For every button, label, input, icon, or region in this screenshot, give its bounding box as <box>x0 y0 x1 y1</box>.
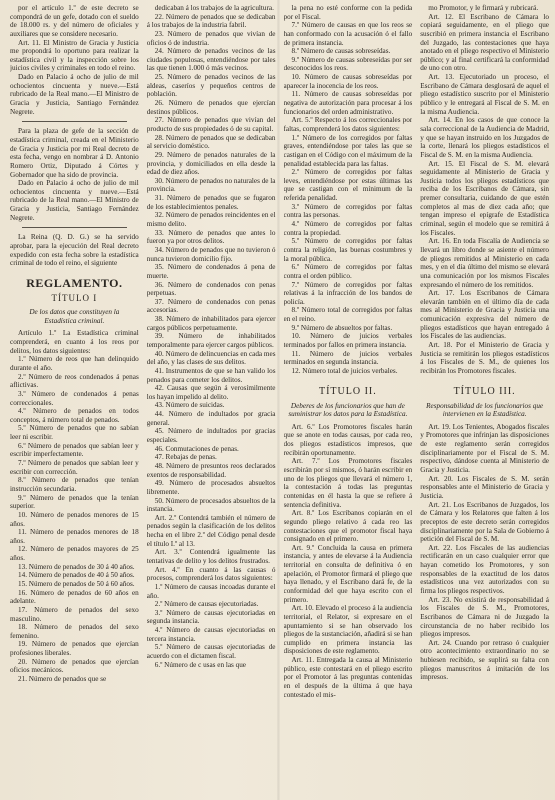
list-paragraph: 6.º Número de corregidos por faltas contra el orden público. <box>283 263 413 280</box>
list-paragraph: 29. Número de penados naturales de la provincia, y domiciliados en ella desde la edad de diez años. <box>146 150 276 177</box>
list-paragraph: Art. 21. Los Escribanos de Juzgados, los de Cámara y los Relatores que falten á los preceptos de este decreto serán corregidos disciplinariamente por la Sala de Gobierno á petición del Fiscal de S. M. <box>420 500 549 544</box>
list-paragraph: 16. Número de penados de 60 años en adelante. <box>10 588 139 606</box>
list-paragraph: 8.º Número de penados que tenían instrucción secundaria. <box>10 476 139 493</box>
list-paragraph: 20. Número de penados que ejercían oficios mecánicos. <box>10 657 139 675</box>
list-paragraph: 30. Número de penados no naturales de la provincia. <box>146 176 276 194</box>
list-paragraph: 11. Número de causas sobreseídas por negativa de autorización para procesar á los funcionarios del orden administrativo. <box>283 90 413 116</box>
separator-rule <box>22 121 127 122</box>
list-paragraph: 1.º Número de los corregidos por faltas graves, entendiéndose por tales las que se castigan en el Código con el máximum de la penalidad establecida para las faltas. <box>283 133 413 168</box>
list-paragraph: Art. 12. El Escribano de Cámara lo copiará seguidamente, en el pliego que suscribió en primera instancia el Escribano del Juzgado, las contestaciones que haya anotado en el pliego respectivo el Ministerio público; y al final certificará la conformidad de uno con otro. <box>420 12 549 73</box>
list-paragraph: 7.º Número de corregidos por faltas relativas á la infracción de los bandos de policía. <box>283 280 413 306</box>
list-paragraph: 8.º Número total de corregidos por faltas en el reino. <box>283 306 413 324</box>
list-paragraph: 37. Número de condenados con penas accesorias. <box>146 297 276 315</box>
list-paragraph: 34. Número de penados que no tuvieron ó nunca tuvieron domicilio fijo. <box>146 245 276 263</box>
list-paragraph: 18. Número de penados del sexo femenino. <box>10 623 139 640</box>
titulo-2-heading: TÍTULO II. <box>318 385 377 397</box>
list-paragraph: 25. Número de penados vecinos de las aldeas, caseríos y pequeños centros de población. <box>146 73 276 99</box>
column-1 <box>10 4 139 796</box>
paragraph: por el artículo 1.º de este decreto se compondrá de un gefe, dotado con el sueldo de 18.000 rs. y del número de oficiales y auxiliares que se considere necesario. <box>10 4 139 38</box>
list-paragraph: Art. 11. Entregada la causa al Ministerio público, este contestará en el pliego escrito por el Promotor á las preguntas contenidas en el después de la última á que haya contestado el mis- <box>283 656 413 699</box>
list-paragraph: Art. 19. Los Tenientes, Abogados fiscales y Promotores que infrinjan las disposiciones de este reglamento serán corregidos disciplinariamente por el Fiscal de S. M. respectivo, dándose cuenta al Ministerio de Gracia y Justicia. <box>420 422 549 475</box>
titulo-1-heading: TÍTULO I <box>51 293 98 304</box>
list-paragraph: 5.º Número de penados que no sabían leer ni escribir. <box>10 424 139 442</box>
column-2 <box>147 4 276 796</box>
list-paragraph: 41. Instrumentos de que se han valido los penados para cometer los delitos. <box>146 366 276 384</box>
list-paragraph: 6.º Número de c usas en las que <box>154 660 246 669</box>
list-paragraph: Art. 14. En los casos de que conoce la sala correccional de la Audiencia de Madrid, y que se hayan instruido en los Juzgados de la corte, llenará los pliegos estadísticos el Fiscal de S. M. en la misma Audiencia. <box>420 116 549 159</box>
list-paragraph: 28. Número de penados que se dedicaban al servicio doméstico. <box>146 133 276 151</box>
titulo-2-subtitle: Deberes de los funcionarios que han de suministrar los datos para la Estadística. <box>288 401 408 419</box>
list-paragraph: Art. 5.º Respecto á los correccionales por faltas, comprenderá los datos siguientes: <box>283 116 413 133</box>
list-paragraph: 42. Causas que según á verosímilmente los hayan impelido al delito. <box>146 384 276 401</box>
column-4 <box>420 4 549 796</box>
item-list <box>420 423 549 682</box>
list-paragraph: 10. Número de juicios verbales terminados por fallos en primera instancia. <box>283 332 413 349</box>
list-paragraph: 26. Número de penados que ejercían destinos públicos. <box>146 99 276 116</box>
item-list <box>284 4 413 376</box>
list-paragraph: 2.º Número de causas ejecutoriadas. <box>154 600 259 609</box>
list-paragraph: 2.º Número de corregidos por faltas leves, entendiéndose por estas últimas las que se castigan con el mínimum de la referida penalidad. <box>283 168 413 203</box>
list-paragraph: 5.º Número de corregidos por faltas contra la religión, las buenas costumbres y la moral pública. <box>283 237 413 263</box>
list-paragraph: 6.º Número de penados que sabían leer y escribir imperfectamente. <box>10 441 139 459</box>
paragraph: Dado en Palacio á ocho de julio de mil ochocientos cincuenta y nueve.—Está rubricado de la Real mano.—El Ministro de Gracia y Justicia, Santiago Fernández Negrete. <box>10 179 139 222</box>
list-paragraph: 33. Número de penados que antes lo fueron ya por otros delitos. <box>146 228 276 246</box>
item-list <box>147 4 276 669</box>
item-list <box>10 355 139 683</box>
list-paragraph: 4.º Número de penados en todos conceptos, á número total de penados. <box>10 407 139 424</box>
list-paragraph: Art. 15. El Fiscal de S. M. elevará seguidamente al Ministerio de Gracia y Justicia todos los pliegos estadísticos que reciba de los Escribanos de Cámara, sin premer consultaria, cuidando de que estén completos al mas de diez cada año; que tengan impreso el epígrafe de Estadística criminal, según el modelo que se remitirá á los Fiscales. <box>420 159 549 237</box>
list-paragraph: 31. Número de penados que se fugaron de los establecimientos penales. <box>146 194 276 211</box>
paragraph: La Reina (Q. D. G.) se ha servido aprobar, para la ejecución del Real decreto expedido con esta fecha sobre la estadística criminal de todo el reino, el siguiente <box>10 233 139 268</box>
list-paragraph: Art. 17. Los Escribanos de Cámara elevarán también en el último día de cada mes al Ministerio de Gracia y Justicia una comunicación expresiva del número de pliegos estadísticos que hayan entregado á los Fiscales de las audiencias. <box>420 289 549 341</box>
list-paragraph: 36. Número de condenados con penas perpetuas. <box>146 280 276 298</box>
list-paragraph: 48. Número de presuntos reos declarados exentos de responsabilidad. <box>146 461 276 479</box>
list-paragraph: 2.º Número de reos condenados á penas aflictivas. <box>10 372 139 390</box>
list-paragraph: 9.º Número de absueltos por faltas. <box>291 323 393 332</box>
list-paragraph: 32. Número de penados reincidentes en el mismo delito. <box>146 211 276 229</box>
list-paragraph: 1.º Número de reos que han delinquido durante el año. <box>10 355 139 372</box>
list-paragraph: 38. Número de inhabilitados para ejercer cargos públicos perpetuamente. <box>146 315 276 332</box>
paragraph: Artículo 1.º La Estadística criminal comprenderá, en cuanto á los reos por delitos, los datos siguientes: <box>10 329 139 355</box>
list-paragraph: 35. Número de condenados á pena de muerte. <box>146 263 276 280</box>
list-paragraph: 39. Número de inhabilitados temporalmente para ejercer cargos públicos. <box>146 332 276 349</box>
list-paragraph: 11. Número de juicios verbales terminados en segunda instancia. <box>283 349 413 367</box>
list-paragraph: 1.º Número de causas incoadas durante el año. <box>146 582 276 600</box>
list-paragraph: Art. 3.º Contendrá igualmente las tentativas de delito y los delitos frustrados. <box>146 548 276 565</box>
list-paragraph: Art. 13. Ejecutoriado un proceso, el Escribano de Cámara desglosará de aquel el pliego estadístico suscrito por el Ministerio público y le entregará al Fiscal de S. M. en la misma Audiencia. <box>420 73 549 116</box>
list-paragraph: 15. Número de penados de 50 á 60 años. <box>18 579 135 588</box>
list-paragraph: 14. Número de penados de 40 á 50 años. <box>18 571 135 580</box>
page-fold-shadow <box>277 0 280 800</box>
list-paragraph: 40. Número de delincuencias en cada mes del año, y las clases de sus delitos. <box>146 349 276 367</box>
list-paragraph: 3.º Número de causas ejecutoriadas en segunda instancia. <box>146 608 276 626</box>
list-paragraph: Art. 23. No existirá de responsabilidad á los Fiscales de S. M., Promotores, Escribanos de Cámara ni de Juzgado la circunstancia de no haber recibido los pliegos impresos. <box>420 595 549 639</box>
list-paragraph: 49. Número de procesados absueltos libremente. <box>146 479 276 496</box>
list-paragraph: 22. Número de penados que se dedicaban á los trabajos de la industria fabril. <box>146 12 276 30</box>
titulo-3-heading: TÍTULO III. <box>453 385 516 397</box>
list-paragraph: 23. Número de penados que vivían de oficios ó de industria. <box>146 29 276 47</box>
list-paragraph: 4.º Número de corregidos por faltas contra la propiedad. <box>283 220 413 237</box>
list-paragraph: 27. Número de penados que vivían del producto de sus propiedades ó de su capital. <box>146 116 276 133</box>
list-paragraph: 13. Número de penados de 30 á 40 años. <box>18 562 135 571</box>
list-paragraph: 9.º Número de causas sobreseídas por ser desconocidos los reos. <box>283 55 413 73</box>
list-paragraph: Art. 9.º Concluida la causa en primera instancia, y antes de elevarse á la Audiencia territorial en consulta de definitiva ó en apelación, el Promotor firmará el pliego que haya llenado, y el Escribano dará fe, de la conformidad del que haya escrito con el primero. <box>283 543 413 604</box>
list-paragraph: 10. Número de causas sobreseídas por aparecer la inocencia de los reos. <box>283 73 413 90</box>
list-paragraph: 8.º Número de causas sobreseídas. <box>291 47 391 56</box>
list-paragraph: Art. 6.º Los Promotores fiscales harán que se anote en todas causas, por cada reo, dos pliegos estadísticos impresos, que recibirán oportunamente. <box>283 422 413 457</box>
column-3 <box>284 4 413 796</box>
separator-rule <box>22 227 127 228</box>
paragraph: Para la plaza de gefe de la sección de estadística criminal, creada en el Ministerio de Gracia y Justicia por mi Real decreto de esta fecha, vengo en nombrar á D. Antonio Romero Ortiz, Diputado á Córtes y Gobernador que ha sido de provincia. <box>10 127 139 179</box>
list-paragraph: Art. 16. En toda Fiscalía de Audiencia se llevará un libro donde se asiente el número de pliegos remitidos al Ministerio en cada mes, y en el día último del mismo se elevará una comunicación por los mismos Fiscales expresando el número de los remitidos. <box>420 237 549 289</box>
list-paragraph: 3.º Número de corregidos por faltas contra las personas. <box>283 202 413 220</box>
list-paragraph: 17. Número de penados del sexo masculino. <box>10 605 139 623</box>
list-paragraph: Art. 20. Los Fiscales de S. M. serán responsables ante el Ministerio de Gracia y Justicia. <box>420 474 549 500</box>
list-paragraph: 12. Número de penados mayores de 25 años. <box>10 545 139 563</box>
titulo-3-subtitle: Responsabilidad de los funcionarios que intervienen en la Estadística. <box>426 401 544 419</box>
list-paragraph: 19. Número de penados que ejercían profesiones liberales. <box>10 640 139 658</box>
list-paragraph: 45. Número de indultados por gracias especiales. <box>146 427 276 445</box>
list-paragraph: 21. Número de penados que se <box>18 675 107 684</box>
list-paragraph: Art. 10. Elevado el proceso á la audiencia territorial, el Relator, si expresare en el apuntamiento si se han observado los pliegos de la sustanciación, añadirá si se han cumplido en primera instancia las disposiciones de este reglamento. <box>283 604 413 656</box>
item-list <box>420 4 549 376</box>
list-paragraph: Art. 7.º Los Promotores fiscales escribirán por sí mismos, ó harán escribir en uno de los pliegos que llevará el número 1, la contestación á todas las preguntas contenidas en él hasta la que se refiere á sentencia definitiva. <box>283 457 413 509</box>
list-paragraph: Art. 22. Los Fiscales de las audiencias rectificarán en un caso cualquier error que hayan cometido los Promotores, y son responsables de la exactitud de los datos estadísticos una vez autorizados con su firma los pliegos respectivos. <box>420 543 549 595</box>
list-paragraph: la pena no esté conforme con la pedida por el Fiscal. <box>283 4 413 21</box>
list-paragraph: 47. Rebajas de penas. <box>154 453 217 462</box>
list-paragraph: 11. Número de penados menores de 18 años. <box>10 528 139 545</box>
list-paragraph: Art. 18. Por el Ministerio de Gracia y Justicia se remitirán los pliegos estadísticos á los Fiscales de S. M., de quienes los recibirán los Promotores fiscales. <box>420 340 549 375</box>
list-paragraph: Art. 24. Cuando por retraso ó cualquier otro acontecimiento extraordinario no se hubiesen recibido, se suplirá su falta con pliegos manuscritos á imitación de los impresos. <box>420 638 549 682</box>
list-paragraph: 4.º Número de causas ejecutoriadas en tercera instancia. <box>146 626 276 643</box>
item-list <box>284 423 413 700</box>
list-paragraph: 7.º Número de causas en que los reos se han conformado con la acusación ó el fallo de primera instancia. <box>283 21 413 47</box>
list-paragraph: 46. Conmutaciones de penas. <box>154 444 239 453</box>
list-paragraph: mo Promotor, y le firmará y rubricará. <box>428 4 539 12</box>
list-paragraph: 9.º Número de penados que la tenían superior. <box>10 493 139 511</box>
list-paragraph: 5.º Número de causas ejecutoriadas de acuerdo con el dictamen fiscal. <box>146 643 276 661</box>
list-paragraph: 44. Número de indultados por gracia general. <box>146 410 276 427</box>
paragraph: Dado en Palacio á ocho de julio de mil ochocientos cincuenta y nueve.—Está rubricado de la Real mano.—El Ministro de Gracia y Justicia, Santiago Fernández Negrete. <box>10 73 139 116</box>
list-paragraph: 3.º Número de condenados á penas correccionales. <box>10 389 139 407</box>
list-paragraph: Art. 4.º En cuanto á las causas ó procesos, comprenderá los datos siguientes: <box>146 565 276 583</box>
list-paragraph: 50. Número de procesados absueltos de la instancia. <box>146 496 276 514</box>
list-paragraph: 7.º Número de penados que sabían leer y escribir con corrección. <box>10 459 139 476</box>
list-paragraph: 10. Número de penados menores de 15 años. <box>10 510 139 528</box>
reglamento-heading: REGLAMENTO. <box>26 275 123 290</box>
list-paragraph: 24. Número de penados vecinos de las ciudades populosas, entendiéndose por tales las que tienen 1.000 ó más vecinos. <box>146 47 276 73</box>
titulo-1-subtitle: De los datos que constituyen la Estadística criminal. <box>29 308 120 325</box>
list-paragraph: 43. Número de suicidas. <box>154 401 225 410</box>
list-paragraph: 12. Número total de juicios verbales. <box>291 366 398 375</box>
paragraph: Art. 11. El Ministro de Gracia y Justicia me propondrá lo oportuno para realizar la estadística civil y la inspección sobre los juicios civiles y criminales en todo el reino. <box>10 38 139 73</box>
list-paragraph: Art. 8.º Los Escribanos copiarán en el segundo pliego relativo á cada reo las contestaciones que el promotor fiscal haya consignado en el primero. <box>283 509 413 544</box>
list-paragraph: Art. 2.º Contendrá también el número de penados según la clasificación de los delitos hecha en el libre 2.º del Código penal desde el título I.º al 13. <box>146 513 276 548</box>
list-paragraph: dedicaban á los trabajos de la agricultura. <box>154 4 274 12</box>
